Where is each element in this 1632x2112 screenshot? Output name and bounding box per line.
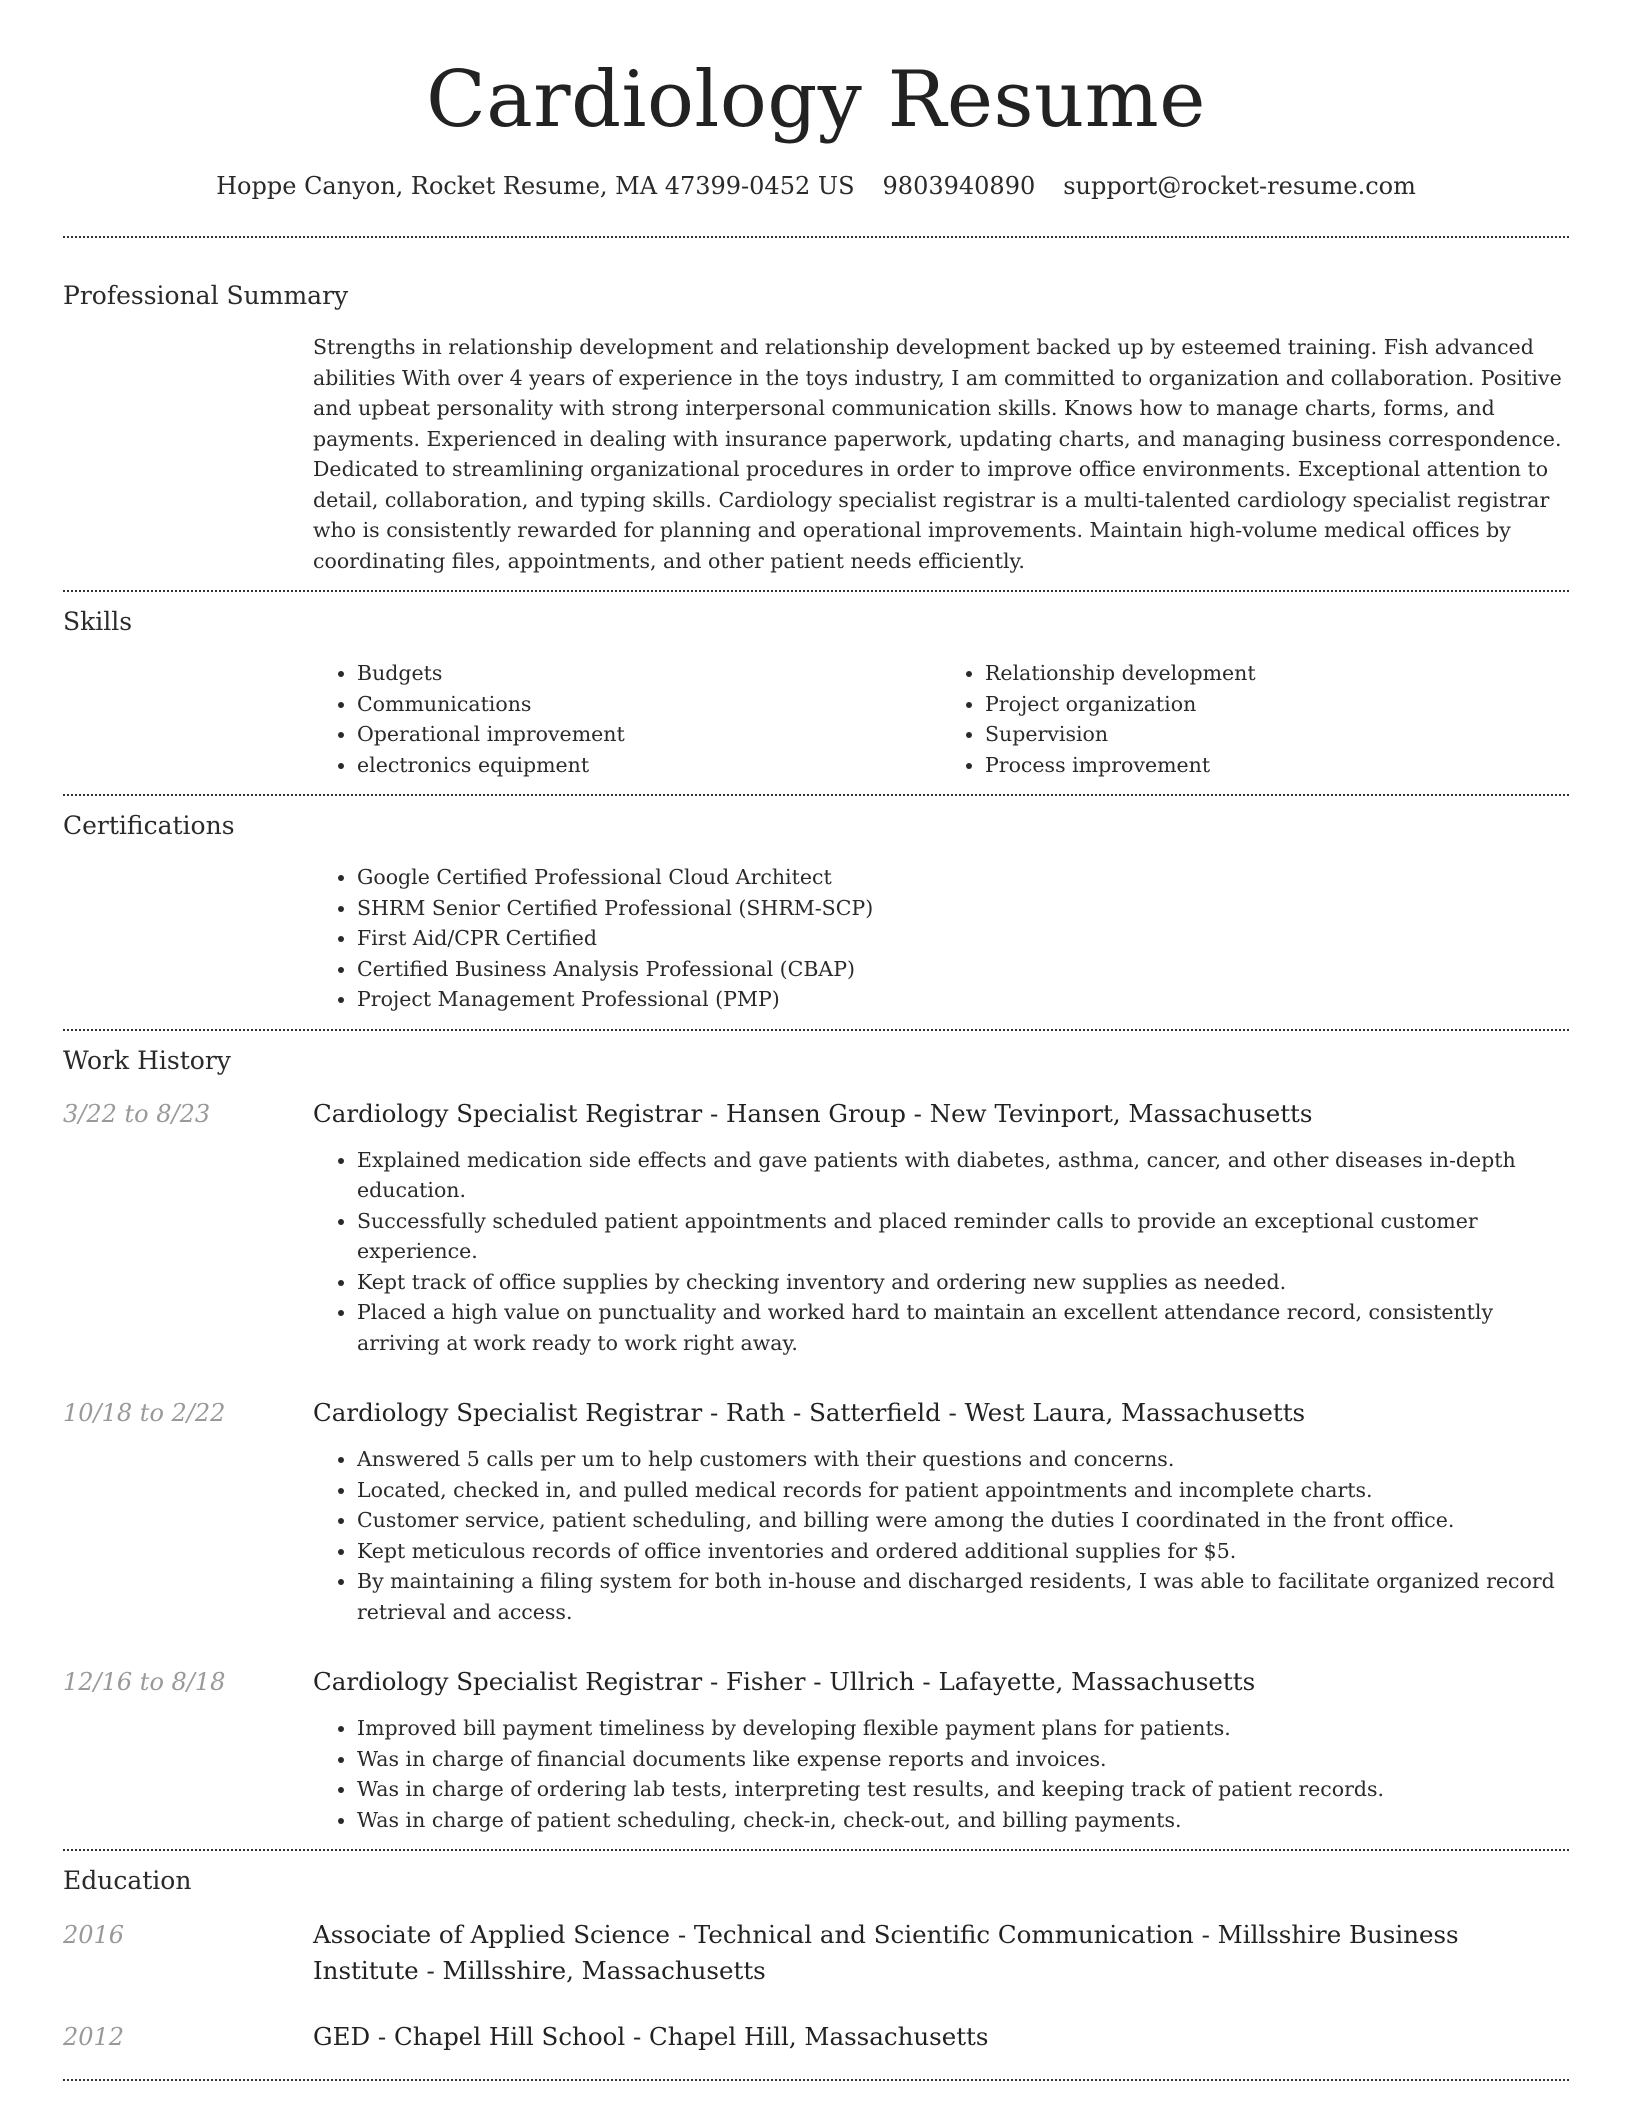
job-bullet: • Explained medication side effects and gave patients with diabetes, asthma, cancer, and other diseases in-depth education.	[357, 1145, 1569, 1206]
resume-title: Cardiology Resume	[426, 55, 1206, 145]
job-bullet: • Was in charge of patient scheduling, check-in, check-out, and billing payments.	[357, 1805, 1569, 1836]
education-year: 2012	[63, 2023, 125, 2051]
job-bullet: • Improved bill payment timeliness by developing flexible payment plans for patients.	[357, 1713, 1569, 1744]
certification-item: • First Aid/CPR Certified	[357, 923, 1569, 954]
skill-item: • Relationship development	[985, 658, 1569, 689]
certification-item: • Project Management Professional (PMP)	[357, 984, 1569, 1015]
job-dates: 3/22 to 8/23	[63, 1099, 211, 1128]
education-year: 2016	[63, 1921, 125, 1949]
skills-heading: Skills	[63, 607, 133, 636]
job-bullet: • Successfully scheduled patient appointments and placed reminder calls to provide an exceptional customer experience.	[357, 1206, 1569, 1267]
work-history-heading: Work History	[63, 1045, 231, 1075]
job-bullet: • Answered 5 calls per um to help customers with their questions and concerns.	[357, 1444, 1569, 1475]
certification-item: • Certified Business Analysis Professional (CBAP)	[357, 954, 1569, 985]
skill-item: • Budgets	[357, 658, 941, 689]
skill-item: • Process improvement	[985, 750, 1569, 781]
job-entry	[63, 1097, 1569, 1359]
summary-text: Strengths in relationship development and relationship development backed up by esteemed training. Fish advanced abilities With over 4 years of experience in the toys industry, I am committed to organization and collaboration. Positive and upbeat personality with strong interpersonal communication skills. Knows how to manage charts, forms, and payments. Experienced in dealing with insurance paperwork, updating charts, and managing business correspondence. Dedicated to streamlining organizational procedures in order to improve office environments. Exceptional attention to detail, collaboration, and typing skills. Cardiology specialist registrar is a multi-talented cardiology specialist registrar who is consistently rewarded for planning and operational improvements. Maintain high-volume medical offices by coordinating files, appointments, and other patient needs efficiently.	[313, 335, 1562, 573]
job-bullet: • Located, checked in, and pulled medical records for patient appointments and incomplete charts.	[357, 1475, 1569, 1506]
job-title: Cardiology Specialist Registrar - Hansen Group - New Tevinport, Massachusetts	[313, 1098, 1313, 1128]
section-divider	[63, 2079, 1569, 2081]
skill-item: • Supervision	[985, 719, 1569, 750]
section-divider	[63, 1029, 1569, 1031]
skill-item: • Communications	[357, 689, 941, 720]
education-title: Associate of Applied Science - Technical and Scientific Communication - Millsshire Business Institute - Millsshire, Massachusetts	[313, 1920, 1459, 1985]
contact-line	[63, 170, 1569, 202]
education-heading: Education	[63, 1866, 192, 1895]
job-bullets	[313, 1444, 1569, 1627]
job-title: Cardiology Specialist Registrar - Fisher - Ullrich - Lafayette, Massachusetts	[313, 1667, 1256, 1696]
job-entry	[63, 1665, 1569, 1835]
job-title: Cardiology Specialist Registrar - Rath - Satterfield - West Laura, Massachusetts	[313, 1398, 1306, 1427]
job-bullet: • Kept meticulous records of office inventories and ordered additional supplies for $5.	[357, 1536, 1569, 1567]
skills-list-right	[941, 658, 1569, 780]
education-entry	[63, 1917, 1569, 1989]
certifications-list	[313, 862, 1569, 1015]
summary-heading: Professional Summary	[63, 281, 349, 310]
job-body	[313, 1097, 1569, 1359]
job-bullet: • Kept track of office supplies by checking inventory and ordering new supplies as needed.	[357, 1267, 1569, 1298]
skill-item: • electronics equipment	[357, 750, 941, 781]
job-entry	[63, 1396, 1569, 1627]
job-bullet: • Placed a high value on punctuality and worked hard to maintain an excellent attendance record, consistently arriving at work ready to work right away.	[357, 1297, 1569, 1358]
contact-email: support@rocket-resume.com	[1063, 172, 1416, 200]
education-entry	[63, 2019, 1569, 2055]
job-bullet: • Was in charge of financial documents like expense reports and invoices.	[357, 1744, 1569, 1775]
certification-item: • SHRM Senior Certified Professional (SHRM-SCP)	[357, 893, 1569, 924]
job-bullets	[313, 1145, 1569, 1359]
skill-item: • Project organization	[985, 689, 1569, 720]
skill-item: • Operational improvement	[357, 719, 941, 750]
contact-phone: 9803940890	[882, 172, 1036, 200]
job-bullets	[313, 1713, 1569, 1835]
job-dates: 10/18 to 2/22	[63, 1399, 226, 1427]
contact-address: Hoppe Canyon, Rocket Resume, MA 47399-0452 US	[216, 172, 855, 200]
education-title: GED - Chapel Hill School - Chapel Hill, Massachusetts	[313, 2022, 989, 2051]
section-divider	[63, 1849, 1569, 1851]
certifications-heading: Certifications	[63, 811, 235, 840]
section-divider	[63, 794, 1569, 796]
job-bullet: • Customer service, patient scheduling, and billing were among the duties I coordinated in the front office.	[357, 1505, 1569, 1536]
job-bullet: • Was in charge of ordering lab tests, interpreting test results, and keeping track of patient records.	[357, 1774, 1569, 1805]
skills-list-left	[313, 658, 941, 780]
section-divider	[63, 590, 1569, 592]
certifications-block	[313, 862, 1569, 1015]
job-body	[313, 1665, 1569, 1835]
resume-header	[63, 0, 1569, 202]
section-divider	[63, 236, 1569, 238]
job-bullet: • By maintaining a filing system for both in-house and discharged residents, I was able to facilitate organized record retrieval and access.	[357, 1566, 1569, 1627]
skills-grid	[313, 658, 1569, 780]
certification-item: • Google Certified Professional Cloud Architect	[357, 862, 1569, 893]
job-dates: 12/16 to 8/18	[63, 1668, 226, 1696]
job-body	[313, 1396, 1569, 1627]
